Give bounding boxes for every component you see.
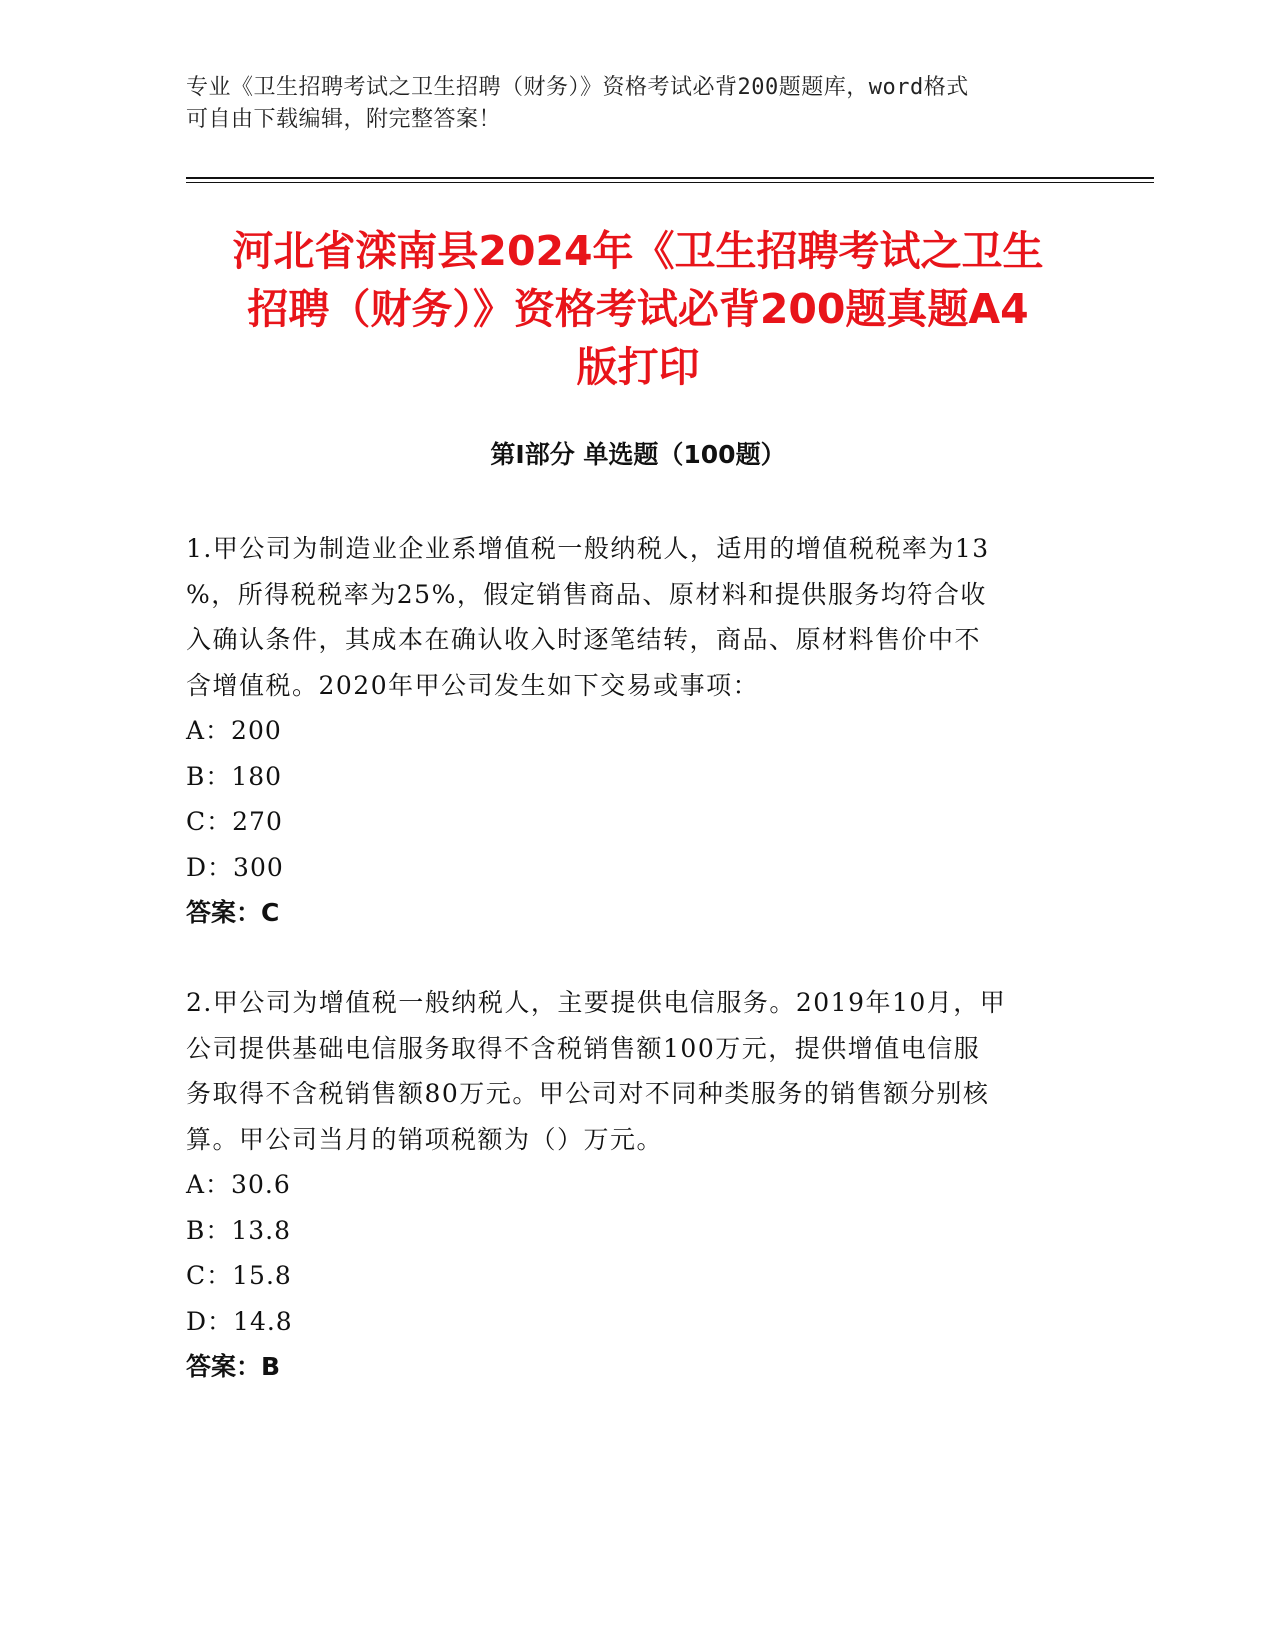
option-d: D：14.8 [186, 1306, 293, 1336]
document-title-line-1: 河北省滦南县2024年《卫生招聘考试之卫生 [232, 227, 1044, 275]
option-a: A：200 [186, 716, 282, 745]
option-c: C：270 [186, 807, 283, 836]
answer-label: 答案：C [186, 898, 280, 927]
question-stem-line: 务取得不含税销售额80万元。甲公司对不同种类服务的销售额分别核 [186, 1079, 990, 1108]
option-a: A：30.6 [186, 1170, 291, 1199]
question-stem [186, 980, 1076, 1162]
option-c: C：15.8 [186, 1261, 292, 1290]
header-note [186, 72, 1076, 136]
header-note-line-1: 专业《卫生招聘考试之卫生招聘（财务）》资格考试必背200题题库，word格式 [186, 75, 969, 100]
document-title-line-3: 版打印 [576, 343, 700, 391]
answer-label: 答案：B [186, 1352, 281, 1381]
question-stem-line: 入确认条件，其成本在确认收入时逐笔结转，商品、原材料售价中不 [186, 625, 982, 654]
question-stem-line: 2.甲公司为增值税一般纳税人，主要提供电信服务。2019年10月，甲 [186, 988, 1007, 1017]
question-1 [186, 526, 1076, 936]
option-b: B：13.8 [186, 1215, 292, 1245]
question-stem-line: 算。甲公司当月的销项税额为（）万元。 [186, 1124, 664, 1154]
section-title: 第Ⅰ部分 单选题（100题） [490, 440, 786, 469]
question-stem-line: 含增值税。2020年甲公司发生如下交易或事项： [186, 670, 760, 700]
header-divider-thin [186, 182, 1154, 183]
question-stem-line: 1.甲公司为制造业企业系增值税一般纳税人，适用的增值税税率为13 [186, 534, 990, 563]
document-title [186, 222, 1090, 396]
header-divider-thick [186, 177, 1154, 179]
question-stem-line: 公司提供基础电信服务取得不含税销售额100万元，提供增值电信服 [186, 1033, 981, 1063]
question-2 [186, 980, 1076, 1390]
document-title-line-2: 招聘（财务）》资格考试必背200题真题A4 [247, 285, 1029, 333]
option-b: B：180 [186, 761, 283, 791]
question-stem-line: %，所得税税率为25%，假定销售商品、原材料和提供服务均符合收 [186, 579, 987, 609]
question-stem [186, 526, 1076, 708]
header-note-line-2: 可自由下载编辑，附完整答案！ [186, 107, 502, 132]
option-d: D：300 [186, 852, 284, 882]
